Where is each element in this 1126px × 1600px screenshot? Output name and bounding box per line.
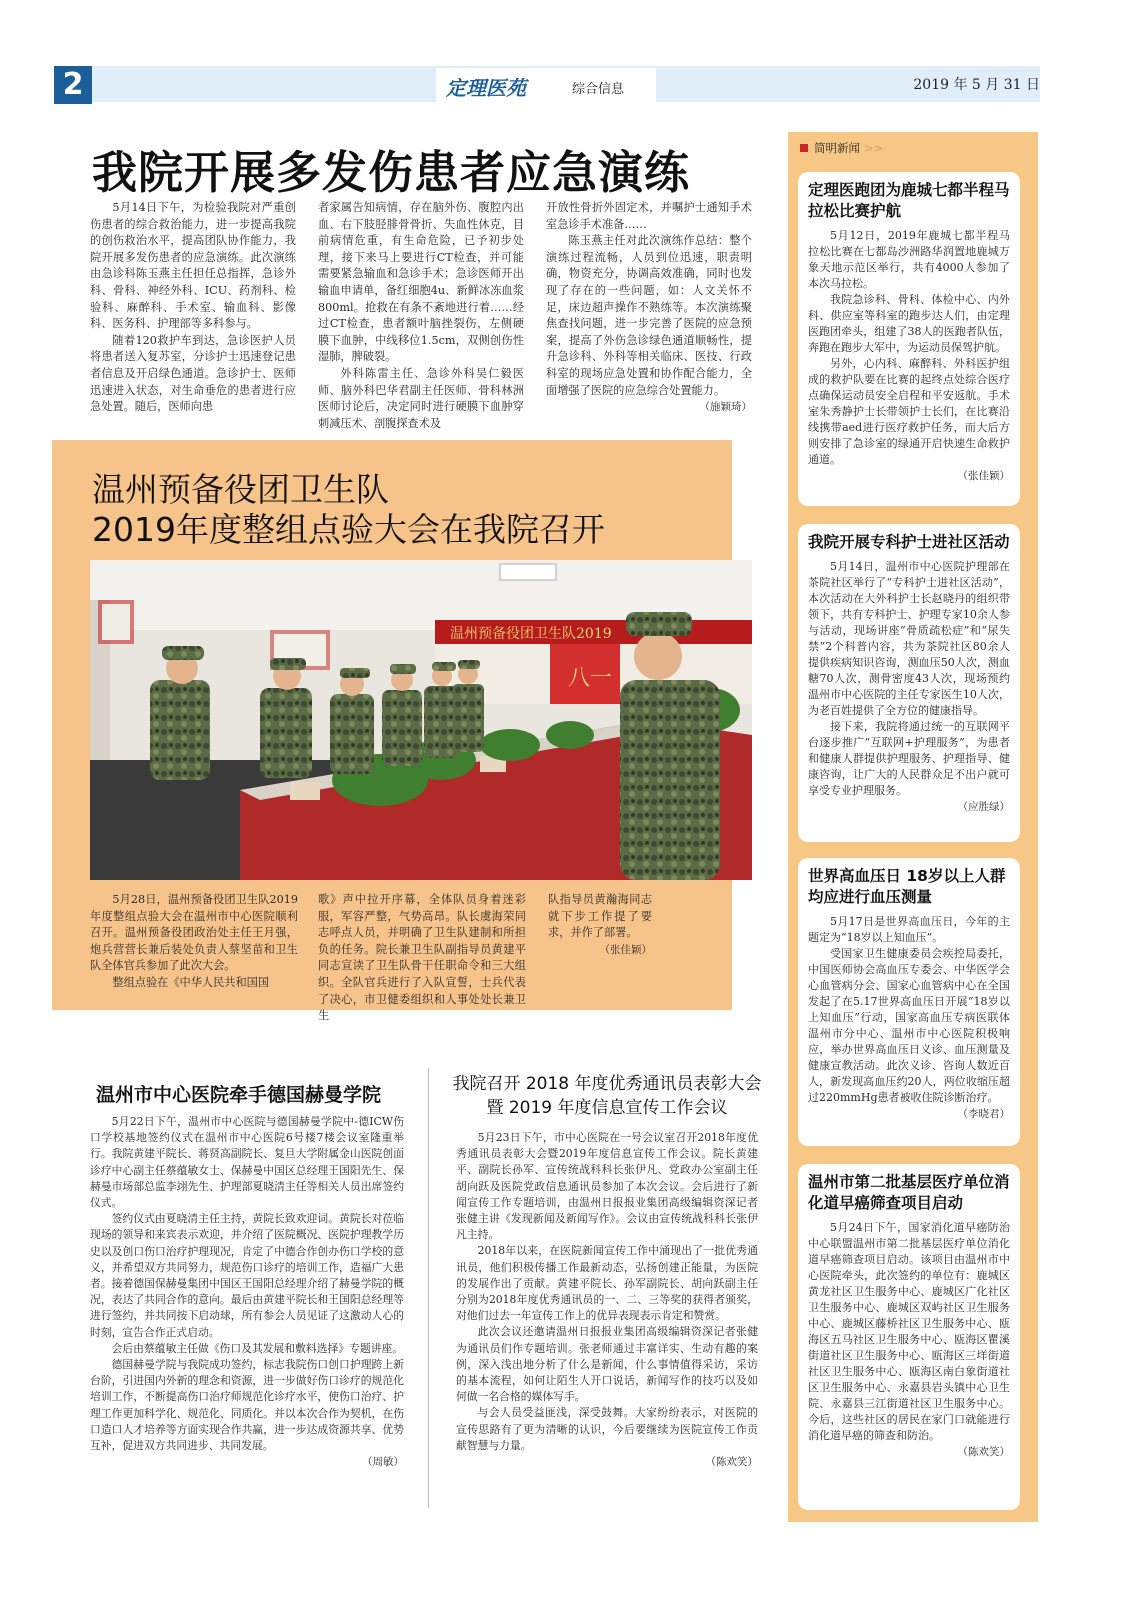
sidebar-card-paragraph: 5月24日下午，国家消化道早癌防治中心联盟温州市第二批基层医疗单位消化道早癌筛查项目启动。该项目由温州市中心医院牵头，此次签约的单位有：鹿城区黄龙社区卫生服务中心、鹿城区广化社区卫生服务中心、鹿城区双屿社区卫生服务中心、鹿城区藤桥社区卫生服务中心、瓯海区五马社区卫生服务中心、瓯海区瞿溪街道社区卫生服务中心、瓯海区三垟街道社区卫生服务中心、瓯海区南白象街道社区卫生服务中心、永嘉县岩头镇中心卫生院、永嘉县三江街道社区卫生服务中心。今后，这些社区的居民在家门口就能进行消化道早癌的筛查和防治。 xyxy=(808,1221,1010,1442)
article3-paragraph: 会后由蔡蕴敏主任做《伤口及其发展和敷料选择》专题讲座。 xyxy=(111,1341,404,1355)
article4-body xyxy=(456,1130,758,1470)
article4-title-line1: 我院召开 2018 年度优秀通讯员表彰大会 xyxy=(452,1074,762,1094)
article2-paragraph: 队指导员黄瀚海同志就下步工作提了要求，并作了部署。 xyxy=(548,893,652,940)
article3-signature: （周敏） xyxy=(362,1456,404,1469)
article1-paragraph: 5月14日下午，为检验我院对严重创伤患者的综合救治能力，进一步提高我院的创伤救治水平，提高团队协作能力，我院开展多发伤患者的应急演练。此次演练由急诊科陈玉燕主任担任总指挥，急诊外科、骨科、神经外科、ICU、药剂科、检验科、麻醉科、手术室、输血科、影像科、医务科、护理部等多科参与。 xyxy=(90,201,296,331)
sidebar-card-signature: （应胜绿） xyxy=(957,801,1010,813)
double-chevron-icon: >> xyxy=(864,141,884,155)
sidebar-card-title: 我院开展专科护士进社区活动 xyxy=(808,533,1010,551)
article4-title xyxy=(448,1072,766,1120)
sidebar-card-signature: （张佳颖） xyxy=(957,470,1010,482)
sidebar-card-paragraph: 5月17日是世界高血压日，今年的主题定为“18岁以上知血压”。 xyxy=(808,915,1010,944)
article2-paragraph: 歌》声中拉开序幕，全体队员身着迷彩服，军容严整，气势高昂。队长虞海荣同志呼点人员，并明确了卫生队建制和所担负的任务。院长兼卫生队副指导员黄建平同志宣读了卫生队骨干任职命令和三大组织。全队官兵进行了入队宣誓，士兵代表了决心，市卫健委组织和人事处处长兼卫生 xyxy=(318,893,526,1023)
sidebar-card-4 xyxy=(798,1164,1020,1510)
photo-banner-text: 温州预备役团卫生队2019 xyxy=(450,626,612,642)
page-number: 2 xyxy=(54,66,92,104)
article4-paragraph: 此次会议还邀请温州日报报业集团高级编辑资深记者张健为通讯员们作专题培训。张老师通过丰富详实、生动有趣的案例，深入浅出地分析了什么是新闻，什么事情值得采访，采访的基本流程，如何让陌生人开口说话，新闻写作的技巧以及如何做一名合格的媒体写手。 xyxy=(456,1325,758,1404)
sidebar-card-paragraph: 5月12日，2019年鹿城七都半程马拉松比赛在七都岛沙洲路华润置地鹿城万象天地示范区举行，共有4000人参加了本次马拉松。 xyxy=(808,229,1010,290)
article2-photo xyxy=(90,560,752,880)
sidebar-card-paragraph: 受国家卫生健康委员会疾控局委托，中国医师协会高血压专委会、中华医学会心血管病分会、国家心血管病中心在全国发起了在5.17世界高血压日开展“18岁以上知血压”行动，国家高血压专病医联体温州市分中心、温州市中心医院积极响应，举办世界高血压日义诊、血压测量及健康宣教活动。此次义诊、咨询人数近百人，新发现高血压约20人，两位收缩压超过220mmHg患者被收住院诊断治疗。 xyxy=(808,947,1010,1104)
article1-column-2 xyxy=(318,200,524,432)
sidebar-card-paragraph: 接下来，我院将通过统一的互联网平台逐步推广“互联网+护理服务”，为患者和健康人群提供护理服务、护理指导、健康咨询，让广大的人民群众足不出户就可享受专业护理服务。 xyxy=(808,720,1010,797)
sidebar-card-paragraph: 另外，心内科、麻醉科、外科医护组成的救护队要在比赛的起终点处综合医疗点确保运动员安全启程和平安返航。手术室朱秀静护士长带领护士长们，在比赛沿线携带aed进行医疗救护任务，而大后方则安排了急诊室的绿通开启快速生命救护通道。 xyxy=(808,357,1010,466)
article1-signature: （施颖琦） xyxy=(699,401,752,414)
meeting-photo-illustration xyxy=(90,560,752,880)
masthead-logo-box xyxy=(436,68,656,102)
article2-paragraph: 整组点验在《中华人民共和国国 xyxy=(112,975,270,989)
article2-title-line2: 2019年度整组点验大会在我院召开 xyxy=(92,510,605,549)
article1-title: 我院开展多发伤患者应急演练 xyxy=(92,146,691,199)
article3-paragraph: 德国赫曼学院与我院成功签约，标志我院伤口创口护理跨上新台阶，引进国内外新的理念和资源，进一步做好伤口诊疗的规范化培训工作，不断提高伤口治疗师规范化诊疗水平，使伤口治疗、护理工作更加科学化、规范化、同质化。并以本次合作为契机，在伤口造口人才培养等方面实现合作共赢，进一步达成资源共享、优势互补，促进双方共同进步、共同发展。 xyxy=(90,1358,404,1453)
article2-column-3 xyxy=(548,892,652,958)
article1-paragraph: 外科陈雷主任、急诊外科吴仁毅医师、脑外科巴华君副主任医师、骨科林洲医师讨论后，决定同时进行硬膜下血肿穿刺减压术、剖腹探查术及 xyxy=(318,366,524,430)
sidebar-card-signature: （陈欢笑） xyxy=(957,1446,1010,1458)
article3-body xyxy=(90,1114,404,1470)
article2-column-1 xyxy=(90,892,298,992)
article3-paragraph: 签约仪式由夏晓清主任主持，黄院长致欢迎词。黄院长对莅临现场的领导和来宾表示欢迎，并介绍了医院概况、医院护理教学历史以及创口伤口治疗护理现况，肯定了中德合作创办伤口学校的意义，并希望双方共同努力，规范伤口诊疗的培训工作，造福广大患者。接着德国保赫曼集团中国区王国阳总经理介绍了赫曼学院的概况，表达了共同合作的意向。最后由黄建平院长和王国阳总经理等进行签约，并共同按下启动球，所有参会人员见证了这激动人心的时刻，宣告合作正式启动。 xyxy=(90,1212,404,1339)
issue-date: 2019 年 5 月 31 日 xyxy=(913,77,1040,93)
article2-signature: （张佳颖） xyxy=(599,943,652,956)
article4-paragraph: 5月23日下午，市中心医院在一号会议室召开2018年度优秀通讯员表彰大会暨2019年度信息宣传工作会议。院长黄建平、副院长孙军、宣传统战科科长张伊凡、党政办公室副主任胡向跃及医院党政信息通讯员参加了本次会议。会后进行了新闻宣传工作专题培训，由温州日报报业集团高级编辑资深记者张健主讲《发现新闻及新闻写作》。会议由宣传统战科科长张伊凡主持。 xyxy=(456,1131,758,1242)
article2-column-2 xyxy=(318,892,526,1025)
column-divider xyxy=(428,1068,429,1508)
sidebar-card-title: 世界高血压日 18岁以上人群均应进行血压测量 xyxy=(808,867,1006,906)
article1-paragraph: 开放性骨折外固定术，并嘱护士通知手术室急诊手术准备…… xyxy=(546,201,752,231)
article1-column-1 xyxy=(90,200,296,416)
sidebar-card-signature: （李晓君） xyxy=(957,1108,1010,1120)
sidebar-card-paragraph: 我院急诊科、骨科、体检中心、内外科、供应室等科室的跑步达人们，由定理医跑团牵头，组建了38人的医跑者队伍，奔跑在跑步大军中，为运动员保驾护航。 xyxy=(808,293,1010,354)
article2-paragraph: 5月28日，温州预备役团卫生队2019年度整组点验大会在温州市中心医院顺利召开。温州预备役团政治处主任王月强，炮兵营营长兼后装处负责人蔡坚苗和卫生队全体官兵参加了此次大会。 xyxy=(90,893,298,973)
article3-title: 温州市中心医院牵手德国赫曼学院 xyxy=(96,1084,382,1106)
article4-paragraph: 2018年以来，在医院新闻宣传工作中涌现出了一批优秀通讯员，他们积极传播工作最新动态，弘扬创建正能量，为医院的发展作出了贡献。黄建平院长、孙军副院长、胡向跃副主任分别为2018年度优秀通讯员的一、二、三等奖的获得者颁奖，对他们过去一年宣传工作上的优异表现表示肯定和赞赏。 xyxy=(456,1244,758,1323)
article1-paragraph: 者家属告知病情，存在脑外伤、腹腔内出血、右下肢胫腓骨骨折、失血性休克，目前病情危重，有生命危险，已予初步处理，接下来马上要进行CT检查，并可能需要紧急输血和急诊手术；急诊医师开出输血申请单，备红细胞4u、新鲜冰冻血浆800ml。抢救在有条不紊地进行着……经过CT检查，患者额叶脑挫裂伤，左侧硬膜下血肿，中线移位1.5cm，双侧创伤性湿肺，脾破裂。 xyxy=(318,201,524,364)
article1-paragraph: 陈玉燕主任对此次演练作总结：整个演练过程流畅，人员到位迅速，职责明确，物资充分，协调高效准确，同时也发现了存在的一些问题，如：人文关怀不足，床边超声操作不熟练等。本次演练聚焦查找问题，进一步完善了医院的应急预案，提高了外伤急诊绿色通道顺畅性，提升急诊科、外科等相关临床、医技、行政科室的现场应急处置和协作配合能力，全面增强了医院的应急综合处置能力。 xyxy=(546,234,752,397)
sidebar-card-title: 温州市第二批基层医疗单位消化道早癌筛查项目启动 xyxy=(808,1173,1010,1212)
article1-paragraph: 随着120救护车到达，急诊医护人员将患者送入复苏室，分诊护士迅速登记患者信息及开启绿色通道。急诊护士、医师迅速进入状态，对生命垂危的患者进行应急处置。随后，医师向患 xyxy=(90,333,296,414)
sidebar-card-3 xyxy=(798,858,1020,1146)
red-square-icon xyxy=(800,144,808,152)
sidebar-card-1 xyxy=(798,172,1020,506)
article3-paragraph: 5月22日下午，温州市中心医院与德国赫曼学院中-德ICW伤口学校基地签约仪式在温州市中心医院6号楼7楼会议室隆重举行。我院黄建平院长、蒋贤高副院长、复旦大学附属金山医院创面诊疗中心副主任蔡蕴敏女士、保赫曼中国区总经理王国阳先生、保赫曼市场部总监李翊先生、护理部夏晓清主任等相关人员出席签约仪式。 xyxy=(90,1115,404,1210)
newspaper-logo: 定理医苑 xyxy=(446,76,526,100)
sidebar-label-text: 简明新闻 xyxy=(814,141,860,155)
article1-column-3 xyxy=(546,200,752,416)
article4-paragraph: 与会人员受益匪浅，深受鼓舞。大家纷纷表示，对医院的宣传思路有了更为清晰的认识，今后要继续为医院宣传工作贡献智慧与力量。 xyxy=(456,1406,758,1452)
sidebar-card-paragraph: 5月14日，温州市中心医院护理部在茶院社区举行了“专科护士进社区活动”，本次活动在大外科护士长赵晓丹的组织带领下，共有专科护士、护理专家10余人参与活动，现场讲座“骨质疏松症”和“尿失禁”2个科普内容，共为茶院社区80余人提供疾病知识咨询，测血压50人次，测血糖70人次，测骨密度43人次，现场预约温州市中心医院的主任专家医生10人次，为老百姓提供了全方位的健康指导。 xyxy=(808,560,1010,717)
sidebar-card-2 xyxy=(798,524,1020,842)
sidebar-card-title: 定理医跑团为鹿城七都半程马拉松比赛护航 xyxy=(808,181,1010,220)
article4-signature: （陈欢笑） xyxy=(705,1456,758,1469)
article2-title-line1: 温州预备役团卫生队 xyxy=(92,470,389,509)
section-name: 综合信息 xyxy=(572,82,625,97)
photo-flag-text: 八一 xyxy=(568,666,613,691)
sidebar-label xyxy=(800,140,883,156)
article4-title-line2: 暨 2019 年度信息宣传工作会议 xyxy=(486,1098,728,1118)
